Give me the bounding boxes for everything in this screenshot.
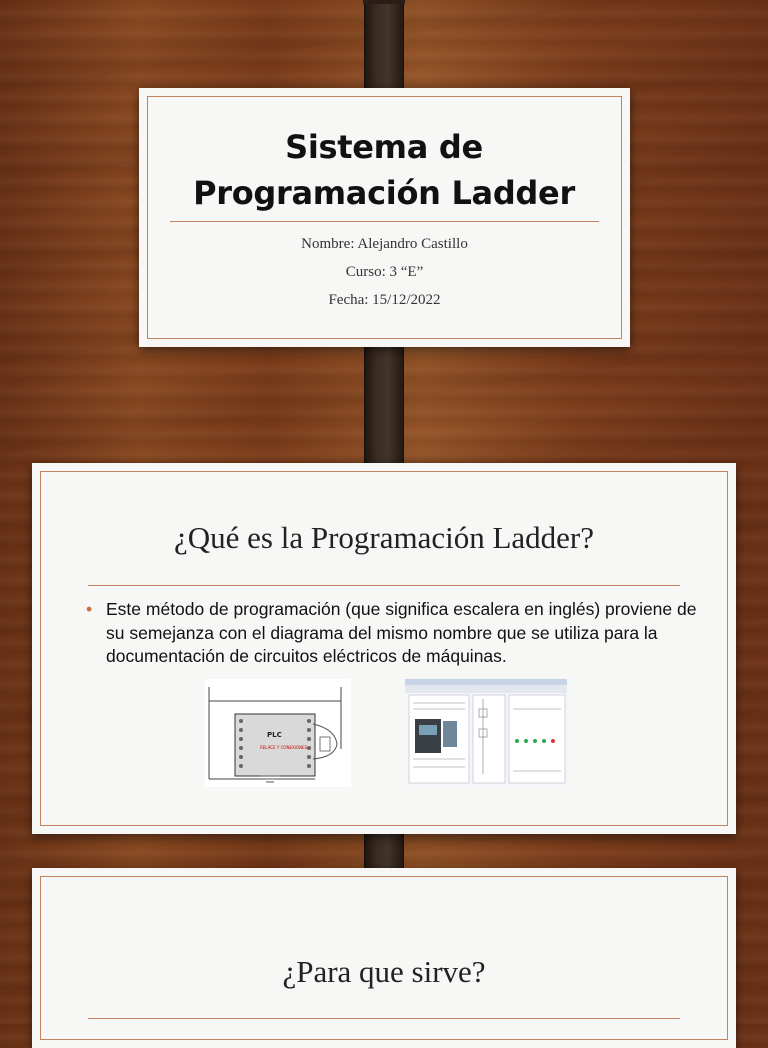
plc-wiring-diagram-image bbox=[205, 679, 351, 787]
slide-heading-purpose: ¿Para que sirve? bbox=[282, 954, 486, 989]
slide-heading: ¿Qué es la Programación Ladder? bbox=[173, 520, 595, 555]
date-text: Fecha: 15/12/2022 bbox=[328, 292, 441, 308]
plc-label: PLC bbox=[267, 731, 282, 739]
course-text: Curso: 3 “E” bbox=[345, 264, 424, 280]
title-line-1: Sistema de bbox=[285, 128, 483, 166]
hanging-strap-middle bbox=[364, 330, 404, 480]
author-name: Nombre: Alejandro Castillo bbox=[301, 236, 468, 252]
bullet-paragraph: Este método de programación (que significa escalera en inglés) proviene de su semejanza con el diagrama del mismo nombre que se utiliza para la documentación de circuitos eléctricos de máquinas. bbox=[106, 599, 697, 666]
presentation-title bbox=[0, 124, 768, 216]
heading-divider-purpose bbox=[88, 1018, 680, 1019]
plc-note: RELACE Y CONEXIONES bbox=[260, 745, 308, 750]
title-divider bbox=[170, 221, 599, 222]
heading-divider bbox=[88, 585, 680, 586]
ladder-software-screenshot-image bbox=[405, 679, 567, 788]
title-line-2: Programación Ladder bbox=[193, 174, 575, 212]
bullet-icon: • bbox=[86, 599, 93, 619]
